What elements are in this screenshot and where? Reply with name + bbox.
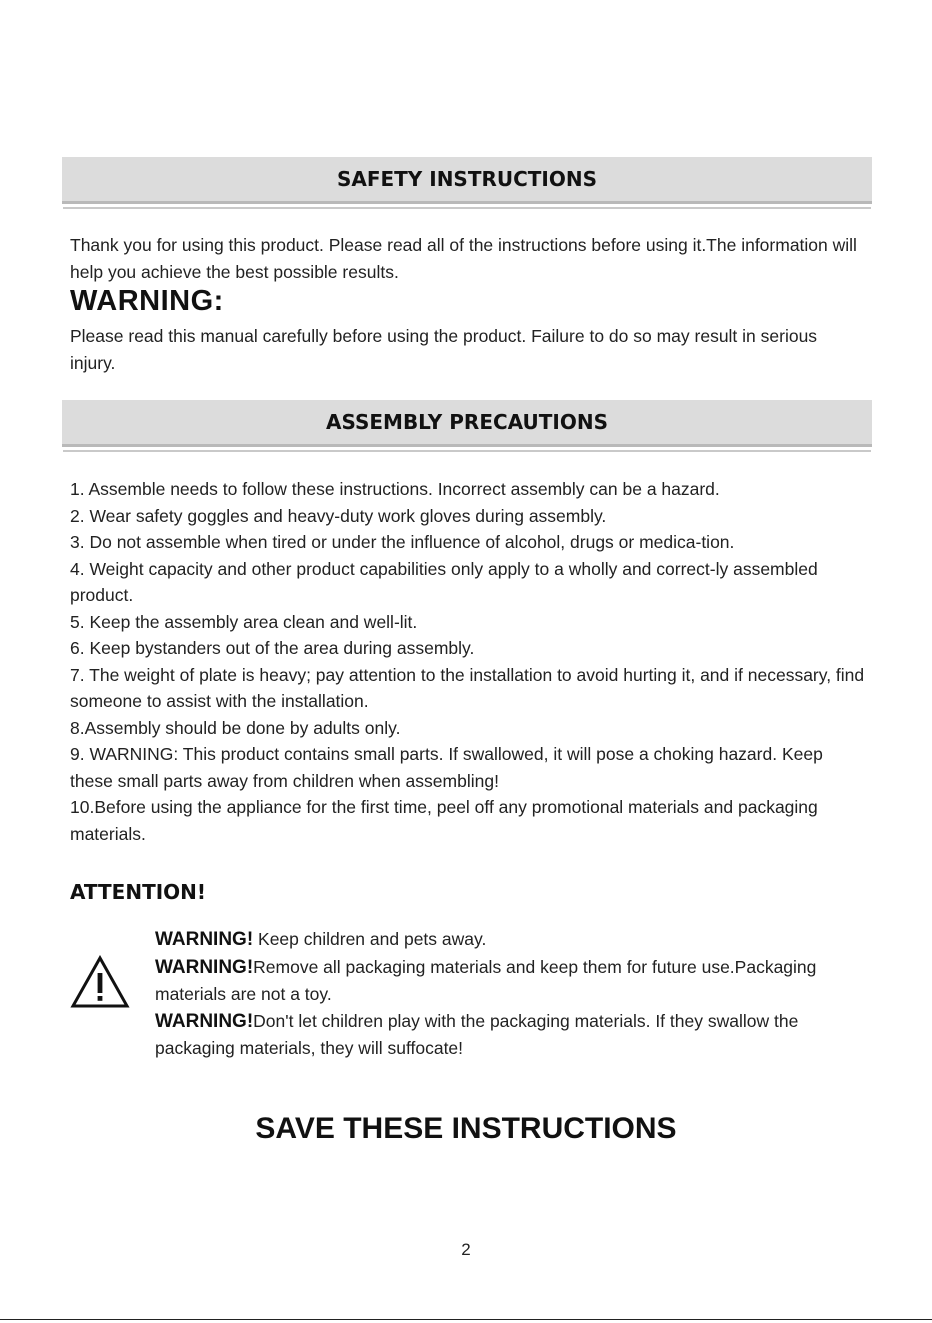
page-bottom-rule: [0, 1319, 932, 1320]
warning-item: [155, 926, 845, 954]
warning-text: Don't let children play with the packaging materials. If they swallow the packaging materials, they will suffocate!: [155, 1010, 799, 1058]
list-item: 10.Before using the appliance for the first time, peel off any promotional materials and packaging materials.: [70, 797, 818, 844]
attention-heading: ATTENTION!: [70, 880, 207, 904]
warning-label: WARNING!: [155, 956, 254, 978]
assembly-precautions-title: ASSEMBLY PRECAUTIONS: [325, 410, 608, 434]
intro-paragraph: Thank you for using this product. Please read all of the instructions before using it.The information will help you achieve the best possible results.: [70, 235, 857, 282]
list-item: 4. Weight capacity and other product capabilities only apply to a wholly and correct-ly assembled product.: [70, 558, 818, 605]
warning-paragraph: Please read this manual carefully before using the product. Failure to do so may result in serious injury.: [70, 326, 818, 373]
list-item: 1. Assemble needs to follow these instructions. Incorrect assembly can be a hazard.: [70, 479, 720, 499]
safety-instructions-header: [62, 157, 872, 204]
assembly-precautions-list: [70, 476, 865, 847]
assembly-precautions-header: [62, 400, 872, 447]
list-item: 7. The weight of plate is heavy; pay attention to the installation to avoid hurting it, and if necessary, find someone to assist with the installation.: [70, 664, 865, 711]
warning-text: Keep children and pets away.: [253, 929, 487, 949]
list-item: 8.Assembly should be done by adults only.: [70, 717, 401, 738]
list-item: 5. Keep the assembly area clean and well-lit.: [70, 611, 418, 632]
page-number: 2: [461, 1240, 471, 1259]
warning-label: WARNING!: [155, 1010, 254, 1032]
attention-warnings: [155, 926, 845, 1062]
list-item: 2. Wear safety goggles and heavy-duty work gloves during assembly.: [70, 505, 607, 526]
safety-instructions-title: SAFETY INSTRUCTIONS: [336, 167, 598, 191]
warning-triangle-icon: [70, 955, 130, 1009]
list-item: 3. Do not assemble when tired or under the influence of alcohol, drugs or medica-tion.: [70, 532, 735, 552]
warning-text: Remove all packaging materials and keep them for future use.Packaging materials are not a toy.: [155, 956, 817, 1004]
warning-item: [155, 1008, 845, 1062]
list-item: 9. WARNING: This product contains small parts. If swallowed, it will pose a choking hazard. Keep these small parts away from children when assembling!: [70, 744, 823, 791]
warning-label: WARNING!: [155, 929, 254, 950]
save-instructions-heading: SAVE THESE INSTRUCTIONS: [255, 1112, 677, 1145]
list-item: 6. Keep bystanders out of the area during assembly.: [70, 638, 475, 658]
warning-heading: WARNING:: [70, 285, 224, 317]
warning-item: [155, 954, 845, 1008]
